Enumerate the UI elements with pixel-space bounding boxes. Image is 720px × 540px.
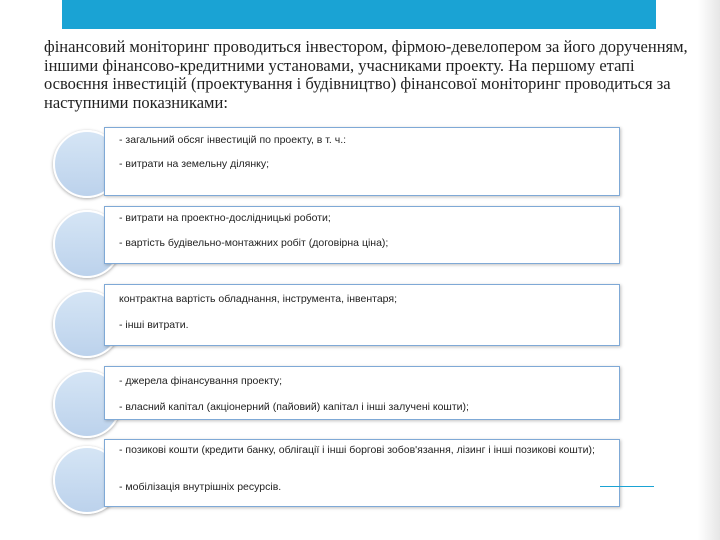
indicator-line: контрактна вартість обладнання, інструмента, інвентаря; — [119, 293, 397, 305]
indicator-box — [104, 439, 620, 507]
indicator-line: - джерела фінансування проекту; — [119, 375, 283, 387]
title-bar — [62, 0, 656, 29]
indicator-line: - позикові кошти (кредити банку, облігації і інші боргові зобов'язання, лізинг і інші позикові кошти); — [119, 444, 595, 456]
indicator-box — [104, 127, 620, 196]
indicator-line: - мобілізація внутрішніх ресурсів. — [119, 481, 282, 493]
indicator-box — [104, 206, 620, 264]
intro-paragraph: фінансовий моніторинг проводиться інвестором, фірмою-девелопером за його дорученням, іншими фінансово-кредитними установами, учасниками проекту. На першому етапі освоєння інвестицій (проектування і будівництво) фінансової моніторинг проводиться за наступними показниками: — [44, 37, 688, 112]
accent-line — [600, 486, 654, 487]
indicator-box — [104, 284, 620, 346]
indicator-line: - витрати на проектно-дослідницькі роботи; — [119, 212, 331, 224]
slide-edge-shading — [698, 0, 720, 540]
indicator-line: - інші витрати. — [119, 319, 189, 331]
indicator-line: - вартість будівельно-монтажних робіт (договірна ціна); — [119, 237, 389, 249]
indicator-line: - власний капітал (акціонерний (пайовий) капітал і інші залучені кошти); — [119, 401, 469, 413]
indicator-line: - витрати на земельну ділянку; — [119, 158, 270, 170]
indicator-box — [104, 366, 620, 420]
indicator-line: - загальний обсяг інвестицій по проекту, в т. ч.: — [119, 134, 347, 146]
